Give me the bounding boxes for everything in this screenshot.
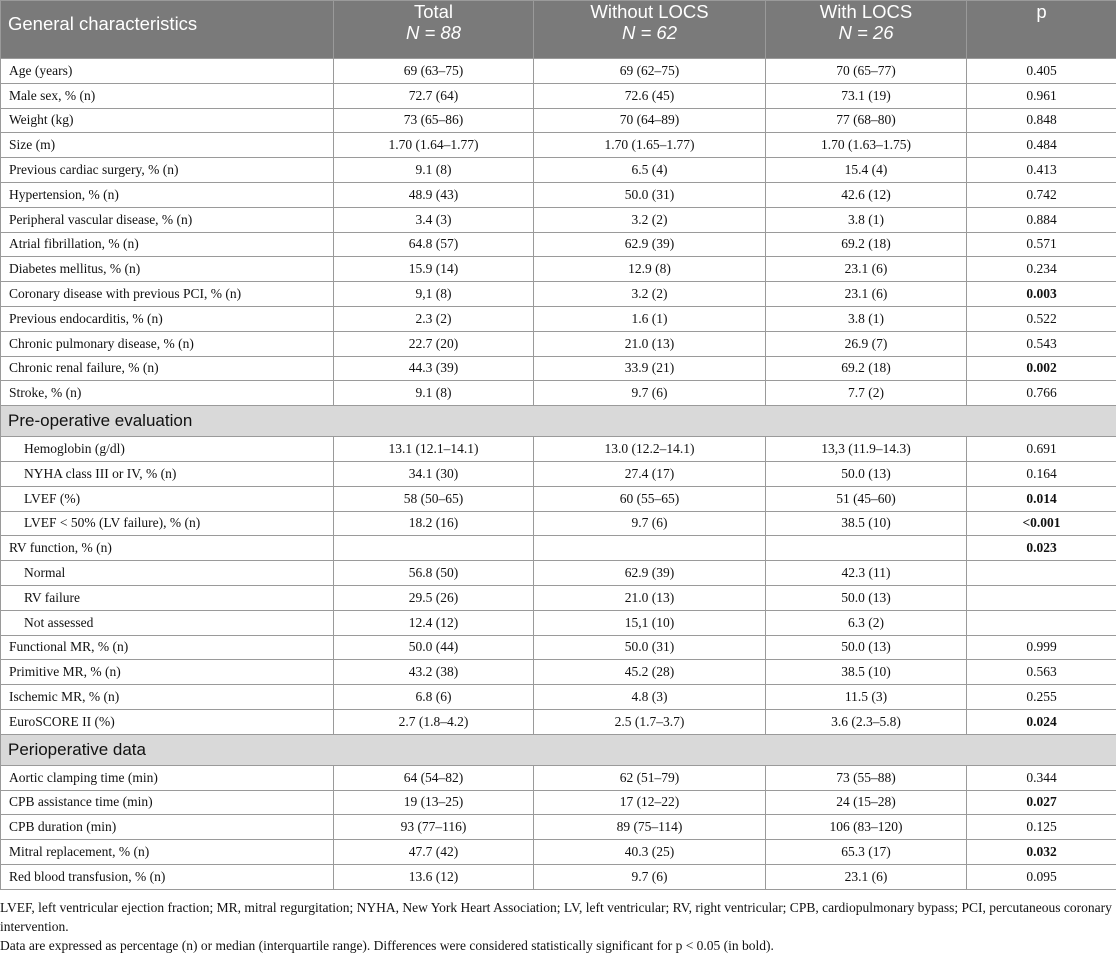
table-row bbox=[1, 840, 1116, 865]
table-row bbox=[1, 660, 1116, 685]
cell-total: 64.8 (57) bbox=[334, 232, 534, 257]
table-row bbox=[1, 765, 1116, 790]
cell-without-locs: 50.0 (31) bbox=[534, 635, 766, 660]
cell-with-locs: 13,3 (11.9–14.3) bbox=[766, 437, 967, 462]
cell-p-value: 0.563 bbox=[967, 660, 1116, 685]
cell-without-locs: 17 (12–22) bbox=[534, 790, 766, 815]
cell-p-value: 0.484 bbox=[967, 133, 1116, 158]
row-label: Previous cardiac surgery, % (n) bbox=[1, 158, 334, 183]
table-row bbox=[1, 864, 1116, 889]
cell-without-locs: 9.7 (6) bbox=[534, 511, 766, 536]
cell-without-locs: 13.0 (12.2–14.1) bbox=[534, 437, 766, 462]
cell-with-locs: 15.4 (4) bbox=[766, 158, 967, 183]
cell-with-locs: 73.1 (19) bbox=[766, 83, 967, 108]
header-without-label: Without LOCS bbox=[590, 1, 709, 22]
cell-with-locs: 26.9 (7) bbox=[766, 331, 967, 356]
row-label: RV failure bbox=[1, 585, 334, 610]
cell-with-locs: 42.3 (11) bbox=[766, 561, 967, 586]
table-row bbox=[1, 536, 1116, 561]
cell-p-value: 0.344 bbox=[967, 765, 1116, 790]
cell-without-locs: 89 (75–114) bbox=[534, 815, 766, 840]
cell-total: 9.1 (8) bbox=[334, 158, 534, 183]
table-row bbox=[1, 709, 1116, 734]
header-without-n: N = 62 bbox=[621, 22, 678, 43]
cell-p-value: 0.234 bbox=[967, 257, 1116, 282]
cell-without-locs: 1.70 (1.65–1.77) bbox=[534, 133, 766, 158]
section-title: Pre-operative evaluation bbox=[1, 406, 1116, 437]
header-with-label: With LOCS bbox=[819, 1, 913, 22]
cell-p-value: 0.848 bbox=[967, 108, 1116, 133]
cell-p-value bbox=[967, 610, 1116, 635]
cell-p-value: 0.002 bbox=[967, 356, 1116, 381]
cell-with-locs: 50.0 (13) bbox=[766, 635, 967, 660]
section-header-row bbox=[1, 406, 1116, 437]
cell-total: 58 (50–65) bbox=[334, 486, 534, 511]
table-row bbox=[1, 585, 1116, 610]
cell-total: 72.7 (64) bbox=[334, 83, 534, 108]
row-label: Stroke, % (n) bbox=[1, 381, 334, 406]
cell-with-locs: 69.2 (18) bbox=[766, 232, 967, 257]
row-label: Hypertension, % (n) bbox=[1, 182, 334, 207]
cell-with-locs: 23.1 (6) bbox=[766, 257, 967, 282]
row-label: Normal bbox=[1, 561, 334, 586]
row-label: Functional MR, % (n) bbox=[1, 635, 334, 660]
row-label: Mitral replacement, % (n) bbox=[1, 840, 334, 865]
row-label: LVEF < 50% (LV failure), % (n) bbox=[1, 511, 334, 536]
section-title: Perioperative data bbox=[1, 734, 1116, 765]
row-label: Age (years) bbox=[1, 59, 334, 84]
cell-with-locs: 65.3 (17) bbox=[766, 840, 967, 865]
cell-without-locs: 27.4 (17) bbox=[534, 461, 766, 486]
cell-p-value: 0.023 bbox=[967, 536, 1116, 561]
cell-with-locs: 3.8 (1) bbox=[766, 207, 967, 232]
row-label: Ischemic MR, % (n) bbox=[1, 685, 334, 710]
cell-without-locs: 4.8 (3) bbox=[534, 685, 766, 710]
table-row bbox=[1, 83, 1116, 108]
cell-without-locs: 45.2 (28) bbox=[534, 660, 766, 685]
table-row bbox=[1, 133, 1116, 158]
header-total-n: N = 88 bbox=[405, 22, 462, 43]
row-label: LVEF (%) bbox=[1, 486, 334, 511]
cell-p-value: 0.571 bbox=[967, 232, 1116, 257]
cell-total: 69 (63–75) bbox=[334, 59, 534, 84]
cell-without-locs: 21.0 (13) bbox=[534, 585, 766, 610]
header-without-locs bbox=[534, 1, 766, 59]
footnote-abbreviations: LVEF, left ventricular ejection fraction; MR, mitral regurgitation; NYHA, New York Heart Association; LV, left ventricular; RV, right ventricular; CPB, cardiopulmonary bypass; PCI, percutaneous coronary intervention. bbox=[0, 900, 1112, 934]
cell-with-locs: 23.1 (6) bbox=[766, 864, 967, 889]
cell-with-locs: 77 (68–80) bbox=[766, 108, 967, 133]
cell-total: 15.9 (14) bbox=[334, 257, 534, 282]
cell-p-value: 0.742 bbox=[967, 182, 1116, 207]
cell-without-locs: 6.5 (4) bbox=[534, 158, 766, 183]
cell-with-locs: 6.3 (2) bbox=[766, 610, 967, 635]
table-row bbox=[1, 685, 1116, 710]
row-label: EuroSCORE II (%) bbox=[1, 709, 334, 734]
cell-with-locs: 38.5 (10) bbox=[766, 511, 967, 536]
cell-total: 29.5 (26) bbox=[334, 585, 534, 610]
cell-total: 34.1 (30) bbox=[334, 461, 534, 486]
row-label: Previous endocarditis, % (n) bbox=[1, 306, 334, 331]
cell-total: 56.8 (50) bbox=[334, 561, 534, 586]
cell-total: 22.7 (20) bbox=[334, 331, 534, 356]
cell-with-locs: 7.7 (2) bbox=[766, 381, 967, 406]
cell-total: 50.0 (44) bbox=[334, 635, 534, 660]
cell-without-locs: 3.2 (2) bbox=[534, 282, 766, 307]
cell-with-locs: 1.70 (1.63–1.75) bbox=[766, 133, 967, 158]
row-label: Peripheral vascular disease, % (n) bbox=[1, 207, 334, 232]
cell-with-locs: 50.0 (13) bbox=[766, 585, 967, 610]
row-label: Weight (kg) bbox=[1, 108, 334, 133]
cell-total: 2.3 (2) bbox=[334, 306, 534, 331]
row-label: CPB duration (min) bbox=[1, 815, 334, 840]
row-label: Male sex, % (n) bbox=[1, 83, 334, 108]
table-row bbox=[1, 486, 1116, 511]
row-label: Coronary disease with previous PCI, % (n) bbox=[1, 282, 334, 307]
table-row bbox=[1, 232, 1116, 257]
cell-total: 9,1 (8) bbox=[334, 282, 534, 307]
header-total bbox=[334, 1, 534, 59]
cell-total: 13.6 (12) bbox=[334, 864, 534, 889]
cell-with-locs: 70 (65–77) bbox=[766, 59, 967, 84]
cell-total: 73 (65–86) bbox=[334, 108, 534, 133]
row-label: CPB assistance time (min) bbox=[1, 790, 334, 815]
table-row bbox=[1, 207, 1116, 232]
cell-without-locs: 60 (55–65) bbox=[534, 486, 766, 511]
cell-with-locs: 42.6 (12) bbox=[766, 182, 967, 207]
row-label: Primitive MR, % (n) bbox=[1, 660, 334, 685]
cell-without-locs bbox=[534, 536, 766, 561]
header-total-label: Total bbox=[413, 1, 454, 22]
cell-without-locs: 9.7 (6) bbox=[534, 381, 766, 406]
cell-p-value bbox=[967, 561, 1116, 586]
cell-p-value: 0.003 bbox=[967, 282, 1116, 307]
cell-with-locs: 3.6 (2.3–5.8) bbox=[766, 709, 967, 734]
table-body bbox=[1, 59, 1116, 890]
cell-without-locs: 33.9 (21) bbox=[534, 356, 766, 381]
cell-without-locs: 15,1 (10) bbox=[534, 610, 766, 635]
table-row bbox=[1, 182, 1116, 207]
cell-p-value: 0.405 bbox=[967, 59, 1116, 84]
row-label: Red blood transfusion, % (n) bbox=[1, 864, 334, 889]
cell-without-locs: 62.9 (39) bbox=[534, 561, 766, 586]
row-label: RV function, % (n) bbox=[1, 536, 334, 561]
cell-p-value: 0.095 bbox=[967, 864, 1116, 889]
cell-p-value: 0.884 bbox=[967, 207, 1116, 232]
cell-with-locs bbox=[766, 536, 967, 561]
cell-without-locs: 12.9 (8) bbox=[534, 257, 766, 282]
row-label: Not assessed bbox=[1, 610, 334, 635]
footnote-data-expression: Data are expressed as percentage (n) or median (interquartile range). Differences were considered statistically significant for p < 0.05 (in bold). bbox=[0, 938, 774, 953]
cell-without-locs: 40.3 (25) bbox=[534, 840, 766, 865]
table-row bbox=[1, 511, 1116, 536]
cell-total: 9.1 (8) bbox=[334, 381, 534, 406]
cell-p-value: 0.766 bbox=[967, 381, 1116, 406]
cell-total: 93 (77–116) bbox=[334, 815, 534, 840]
table-row bbox=[1, 790, 1116, 815]
row-label: Aortic clamping time (min) bbox=[1, 765, 334, 790]
cell-p-value: 0.691 bbox=[967, 437, 1116, 462]
table-row bbox=[1, 437, 1116, 462]
cell-without-locs: 2.5 (1.7–3.7) bbox=[534, 709, 766, 734]
cell-without-locs: 9.7 (6) bbox=[534, 864, 766, 889]
cell-total: 47.7 (42) bbox=[334, 840, 534, 865]
cell-without-locs: 69 (62–75) bbox=[534, 59, 766, 84]
cell-p-value: 0.999 bbox=[967, 635, 1116, 660]
header-with-locs bbox=[766, 1, 967, 59]
cell-p-value: 0.543 bbox=[967, 331, 1116, 356]
cell-p-value: 0.164 bbox=[967, 461, 1116, 486]
cell-p-value bbox=[967, 585, 1116, 610]
table-row bbox=[1, 257, 1116, 282]
cell-total: 44.3 (39) bbox=[334, 356, 534, 381]
table-row bbox=[1, 158, 1116, 183]
table-row bbox=[1, 356, 1116, 381]
table-header-row bbox=[1, 1, 1116, 59]
cell-p-value: 0.413 bbox=[967, 158, 1116, 183]
cell-with-locs: 24 (15–28) bbox=[766, 790, 967, 815]
cell-with-locs: 3.8 (1) bbox=[766, 306, 967, 331]
cell-total: 18.2 (16) bbox=[334, 511, 534, 536]
cell-p-value: 0.255 bbox=[967, 685, 1116, 710]
cell-p-value: 0.522 bbox=[967, 306, 1116, 331]
table-row bbox=[1, 306, 1116, 331]
row-label: Chronic renal failure, % (n) bbox=[1, 356, 334, 381]
row-label: NYHA class III or IV, % (n) bbox=[1, 461, 334, 486]
table-footnotes bbox=[0, 898, 1116, 955]
table-row bbox=[1, 59, 1116, 84]
cell-without-locs: 21.0 (13) bbox=[534, 331, 766, 356]
cell-with-locs: 50.0 (13) bbox=[766, 461, 967, 486]
row-label: Size (m) bbox=[1, 133, 334, 158]
cell-p-value: 0.014 bbox=[967, 486, 1116, 511]
cell-p-value: 0.024 bbox=[967, 709, 1116, 734]
table-row bbox=[1, 331, 1116, 356]
cell-without-locs: 50.0 (31) bbox=[534, 182, 766, 207]
header-p-value: p bbox=[967, 1, 1116, 59]
table-row bbox=[1, 108, 1116, 133]
row-label: Hemoglobin (g/dl) bbox=[1, 437, 334, 462]
cell-total: 13.1 (12.1–14.1) bbox=[334, 437, 534, 462]
cell-total bbox=[334, 536, 534, 561]
header-with-n: N = 26 bbox=[838, 22, 894, 43]
table-row bbox=[1, 610, 1116, 635]
section-header-row bbox=[1, 734, 1116, 765]
cell-total: 64 (54–82) bbox=[334, 765, 534, 790]
cell-p-value: 0.027 bbox=[967, 790, 1116, 815]
header-general-characteristics: General characteristics bbox=[1, 1, 334, 59]
cell-total: 19 (13–25) bbox=[334, 790, 534, 815]
table-row bbox=[1, 815, 1116, 840]
cell-p-value: 0.961 bbox=[967, 83, 1116, 108]
cell-without-locs: 72.6 (45) bbox=[534, 83, 766, 108]
cell-total: 6.8 (6) bbox=[334, 685, 534, 710]
cell-without-locs: 1.6 (1) bbox=[534, 306, 766, 331]
cell-without-locs: 3.2 (2) bbox=[534, 207, 766, 232]
cell-with-locs: 38.5 (10) bbox=[766, 660, 967, 685]
cell-with-locs: 23.1 (6) bbox=[766, 282, 967, 307]
cell-total: 2.7 (1.8–4.2) bbox=[334, 709, 534, 734]
cell-with-locs: 73 (55–88) bbox=[766, 765, 967, 790]
row-label: Diabetes mellitus, % (n) bbox=[1, 257, 334, 282]
cell-total: 43.2 (38) bbox=[334, 660, 534, 685]
cell-with-locs: 69.2 (18) bbox=[766, 356, 967, 381]
table-row bbox=[1, 635, 1116, 660]
cell-p-value: <0.001 bbox=[967, 511, 1116, 536]
cell-total: 12.4 (12) bbox=[334, 610, 534, 635]
table-row bbox=[1, 381, 1116, 406]
table-row bbox=[1, 561, 1116, 586]
table-row bbox=[1, 461, 1116, 486]
cell-total: 48.9 (43) bbox=[334, 182, 534, 207]
cell-without-locs: 62 (51–79) bbox=[534, 765, 766, 790]
cell-with-locs: 11.5 (3) bbox=[766, 685, 967, 710]
cell-p-value: 0.125 bbox=[967, 815, 1116, 840]
cell-total: 1.70 (1.64–1.77) bbox=[334, 133, 534, 158]
table-row bbox=[1, 282, 1116, 307]
cell-with-locs: 51 (45–60) bbox=[766, 486, 967, 511]
cell-with-locs: 106 (83–120) bbox=[766, 815, 967, 840]
row-label: Chronic pulmonary disease, % (n) bbox=[1, 331, 334, 356]
cell-without-locs: 62.9 (39) bbox=[534, 232, 766, 257]
cell-without-locs: 70 (64–89) bbox=[534, 108, 766, 133]
cell-total: 3.4 (3) bbox=[334, 207, 534, 232]
row-label: Atrial fibrillation, % (n) bbox=[1, 232, 334, 257]
cell-p-value: 0.032 bbox=[967, 840, 1116, 865]
